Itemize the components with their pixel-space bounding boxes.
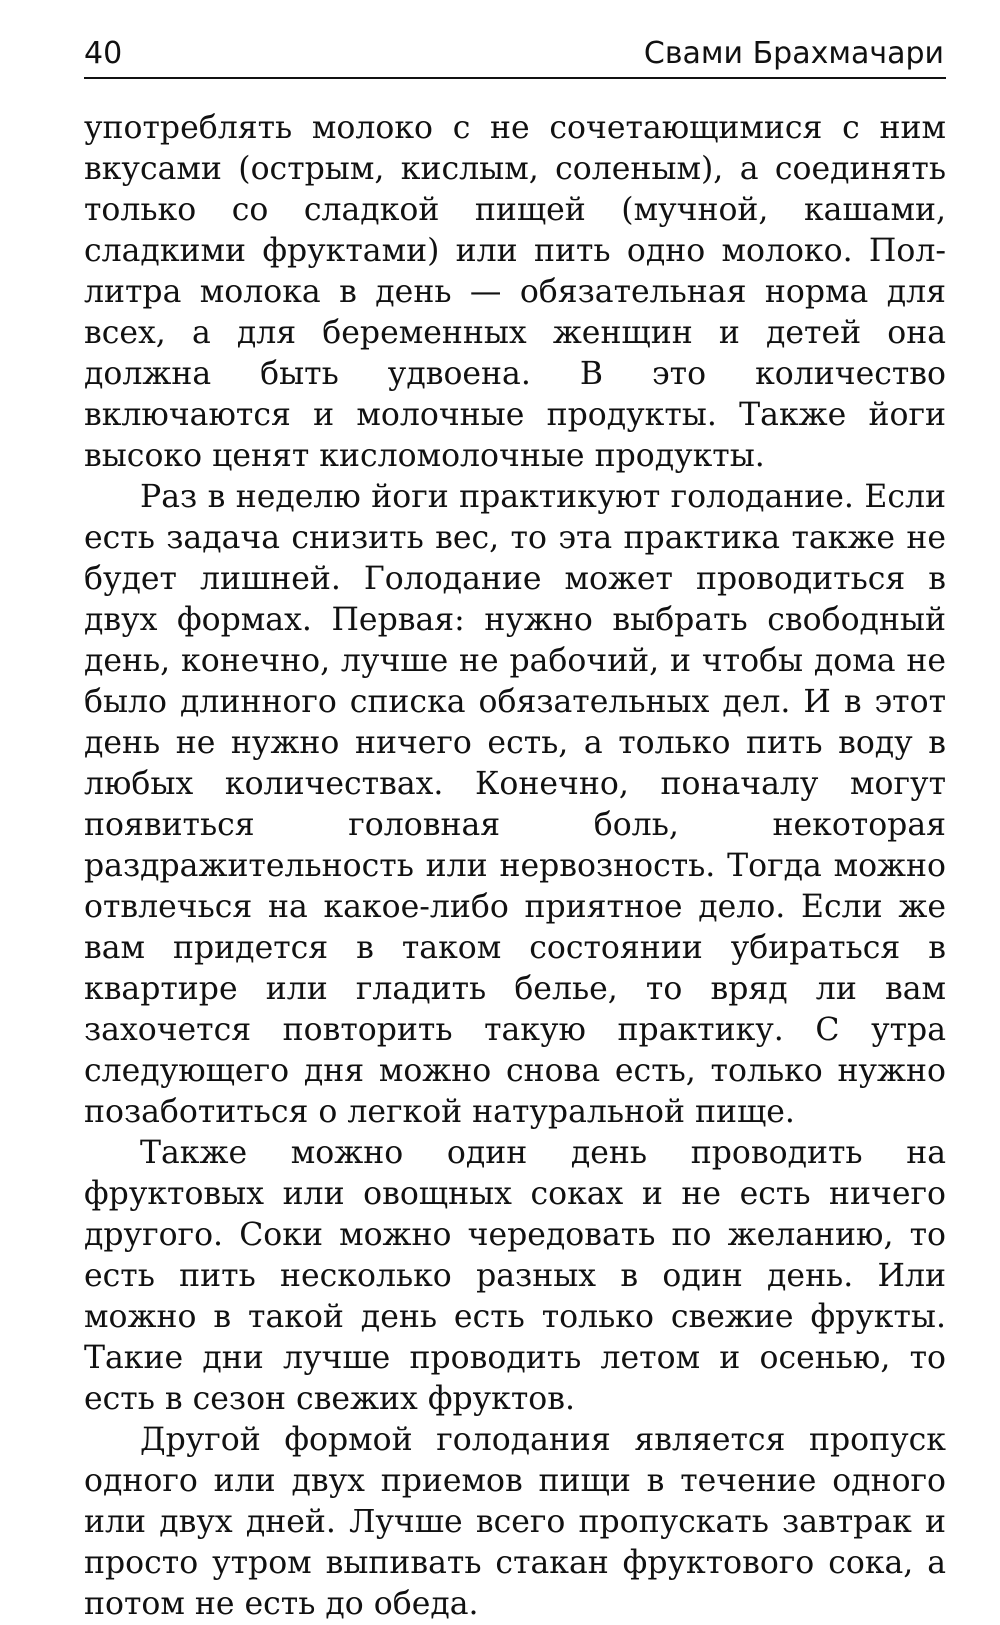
paragraph-continued: употреблять молоко с не сочетающимися с ним вкусами (острым, кислым, соленым), а соединять только со сладкой пищей (мучной, кашами, сладкими фруктами) или пить одно молоко. Пол-литра молока в день — обязательная норма для всех, а для беременных женщин и детей она должна быть удвоена. В это количество включаются и молочные продукты. Также йоги высоко ценят кисломолочные продукты.	[84, 110, 946, 474]
running-title: Свами Брахмачари	[643, 36, 944, 71]
running-head	[84, 32, 944, 78]
page-number: 40	[84, 36, 123, 71]
paragraph-skipping-meals: Другой формой голодания является пропуск одного или двух приемов пищи в течение одного или двух дней. Лучше всего пропускать завтрак и просто утром выпивать стакан фруктового сока, а потом не есть до обеда.	[84, 1422, 946, 1622]
header-rule	[84, 77, 946, 79]
paragraph-fasting: Раз в неделю йоги практикуют голодание. Если есть задача снизить вес, то эта практика также не будет лишней. Голодание может проводиться в двух формах. Первая: нужно выбрать свободный день, конечно, лучше не рабочий, и чтобы дома не было длинного списка обязательных дел. И в этот день не нужно ничего есть, а только пить воду в любых количествах. Конечно, поначалу могут появиться головная боль, некоторая раздражительность или нервозность. Тогда можно отвлечься на какое-либо приятное дело. Если же вам придется в таком состоянии убираться в квартире или гладить белье, то вряд ли вам захочется повторить такую практику. С утра следующего дня можно снова есть, только нужно позаботиться о легкой натуральной пище.	[84, 479, 946, 1130]
paragraph-juice-days: Также можно один день проводить на фруктовых или овощных соках и не есть ничего другого. Соки можно чередовать по желанию, то есть пить несколько разных в один день. Или можно в такой день есть только свежие фрукты. Такие дни лучше проводить летом и осенью, то есть в сезон свежих фруктов.	[84, 1135, 946, 1417]
body-text	[84, 108, 946, 1625]
